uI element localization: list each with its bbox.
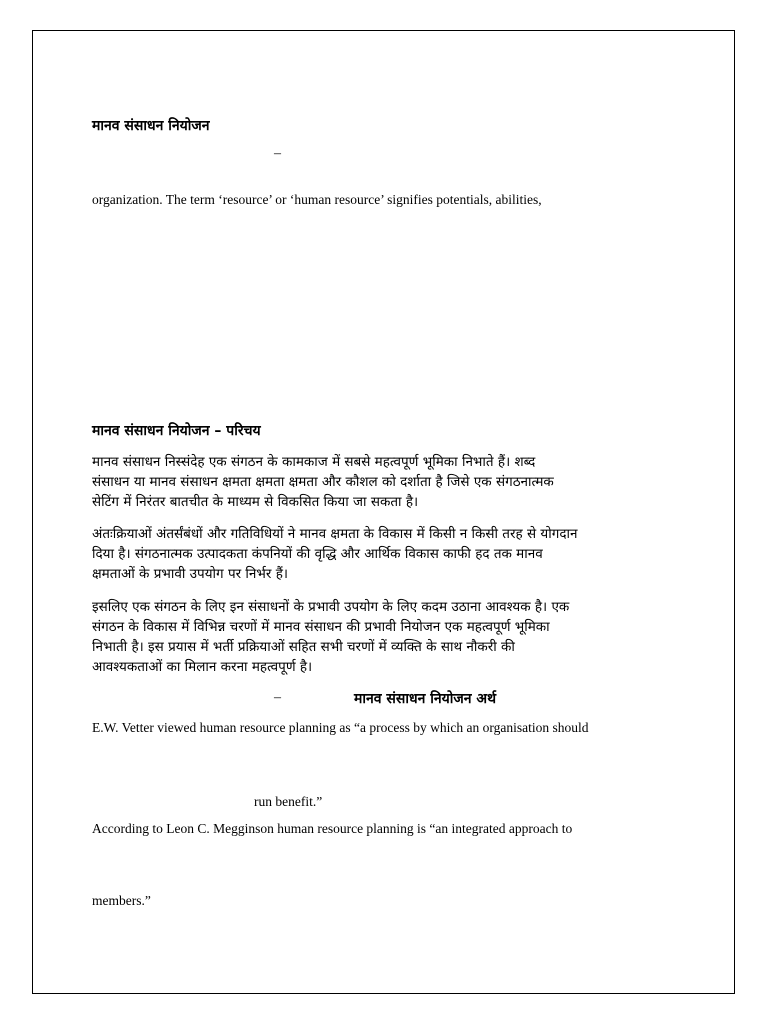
body-text: members.” (92, 893, 151, 908)
body-text: organization. The term ‘resource’ or ‘human resource’ signifies potentials, abilities, (92, 192, 542, 207)
body-text: run benefit.” (254, 794, 323, 809)
body-text: According to Leon C. Megginson human resource planning is “an integrated approach to (92, 821, 573, 836)
body-text: E.W. Vetter viewed human resource planning as “a process by which an organisation should (92, 720, 589, 735)
dash: – (274, 146, 281, 161)
paragraph-line: संसाधन या मानव संसाधन क्षमता क्षमता क्षमता और कौशल को दर्शाता है जिसे एक संगठनात्मक (92, 474, 554, 490)
paragraph-line: निभाती है। इस प्रयास में भर्ती प्रक्रियाओं सहित सभी चरणों में व्यक्ति के साथ नौकरी की (92, 639, 515, 655)
dash: – (274, 690, 281, 705)
section-heading-intro: मानव संसाधन नियोजन – परिचय (92, 423, 261, 439)
document-page (32, 30, 735, 994)
paragraph-line: संगठन के विकास में विभिन्न चरणों में मानव संसाधन की प्रभावी नियोजन एक महत्वपूर्ण भूमिका (92, 619, 550, 635)
paragraph-line: इसलिए एक संगठन के लिए इन संसाधनों के प्रभावी उपयोग के लिए कदम उठाना आवश्यक है। एक (92, 599, 570, 615)
paragraph-line: अंतःक्रियाओं अंतर्संबंधों और गतिविधियों ने मानव क्षमता के विकास में किसी न किसी तरह से योगदान (92, 526, 578, 542)
paragraph-line: क्षमताओं के प्रभावी उपयोग पर निर्भर हैं। (92, 566, 288, 582)
paragraph-line: दिया है। संगठनात्मक उत्पादकता कंपनियों की वृद्धि और आर्थिक विकास काफी हद तक मानव (92, 546, 543, 562)
section-heading: मानव संसाधन नियोजन (92, 118, 210, 134)
paragraph-line: मानव संसाधन निस्संदेह एक संगठन के कामकाज में सबसे महत्वपूर्ण भूमिका निभाते हैं। शब्द (92, 454, 536, 470)
paragraph-line: सेटिंग में निरंतर बातचीत के माध्यम से विकसित किया जा सकता है। (92, 494, 419, 510)
section-heading-meaning: मानव संसाधन नियोजन अर्थ (354, 691, 497, 707)
paragraph-line: आवश्यकताओं का मिलान करना महत्वपूर्ण है। (92, 659, 313, 675)
